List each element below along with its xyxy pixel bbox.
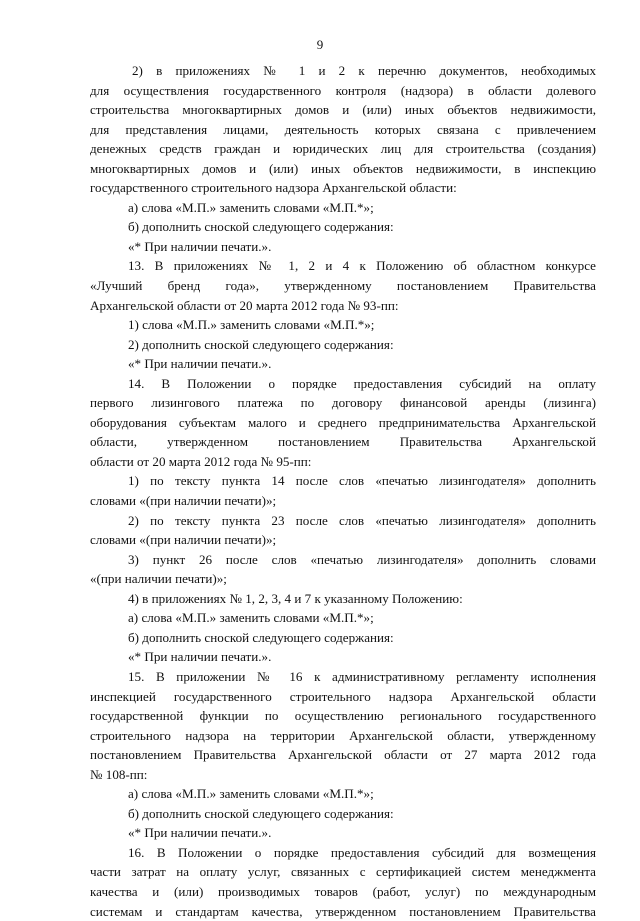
text-line: качества и (или) производимых товаров (работ, услуг) по международным [90, 883, 596, 899]
text-line: б) дополнить сноской следующего содержания: [128, 219, 394, 235]
text-line: 15. В приложении № 16 к административному регламенту исполнения [128, 668, 596, 684]
text-line: области, утвержденном постановлением Правительства Архангельской [90, 434, 596, 450]
text-line: а) слова «М.П.» заменить словами «М.П.*»; [128, 610, 374, 626]
text-line: области от 20 марта 2012 года № 95-пп: [90, 453, 312, 469]
text-line: системам и стандартам качества, утвержденном постановлением Правительства [90, 903, 596, 919]
text-line: 1) слова «М.П.» заменить словами «М.П.*»; [128, 317, 375, 333]
text-line: денежных средств граждан и юридических лиц для строительства (создания) [90, 141, 596, 157]
text-line: «* При наличии печати.». [128, 238, 272, 254]
text-line: 14. В Положении о порядке предоставления субсидий на оплату [128, 375, 596, 391]
text-line: № 108-пп: [90, 766, 148, 782]
text-line: государственного строительного надзора Архангельской области: [90, 180, 457, 196]
text-line: 4) в приложениях № 1, 2, 3, 4 и 7 к указанному Положению: [128, 590, 463, 606]
text-line: словами «(при наличии печати)»; [90, 532, 277, 548]
text-line: части затрат на оплату услуг, связанных с сертификацией систем менеджмента [90, 864, 596, 880]
text-line: 2) дополнить сноской следующего содержания: [128, 336, 394, 352]
text-line: «(при наличии печати)»; [90, 571, 227, 587]
text-line: 3) пункт 26 после слов «печатью лизингодателя» дополнить словами [128, 551, 596, 567]
text-line: 1) по тексту пункта 14 после слов «печатью лизингодателя» дополнить [128, 473, 596, 489]
text-line: для осуществления государственного контроля (надзора) в области долевого [90, 82, 596, 98]
text-line: а) слова «М.П.» заменить словами «М.П.*»; [128, 199, 374, 215]
text-line: «Лучший бренд года», утвержденному постановлением Правительства [90, 278, 596, 294]
text-line: первого лизингового платежа по договору финансовой аренды (лизинга) [90, 395, 596, 411]
text-line: 13. В приложениях № 1, 2 и 4 к Положению об областном конкурсе [128, 258, 596, 274]
text-line: многоквартирных домов и (или) иных объектов недвижимости, в инспекцию [90, 160, 596, 176]
text-line: «* При наличии печати.». [128, 649, 272, 665]
text-line: 16. В Положении о порядке предоставления субсидий для возмещения [128, 844, 596, 860]
text-line: а) слова «М.П.» заменить словами «М.П.*»; [128, 786, 374, 802]
text-line: строительного надзора на территории Архангельской области, утвержденному [90, 727, 596, 743]
text-line: постановлением Правительства Архангельской области от 27 марта 2012 года [90, 747, 596, 763]
text-line: «* При наличии печати.». [128, 356, 272, 372]
text-line: оборудования субъектам малого и среднего предпринимательства Архангельской [90, 414, 596, 430]
text-line: государственной функции по осуществлению регионального государственного [90, 708, 596, 724]
text-line: для представления лицами, деятельность которых связана с привлечением [90, 121, 596, 137]
text-line: 2) в приложениях № 1 и 2 к перечню документов, необходимых [132, 63, 596, 78]
text-line: б) дополнить сноской следующего содержания: [128, 629, 394, 645]
text-line: 2) по тексту пункта 23 после слов «печатью лизингодателя» дополнить [128, 512, 596, 528]
text-line: инспекцией государственного строительного надзора Архангельской области [90, 688, 596, 704]
text-line: «* При наличии печати.». [128, 825, 272, 841]
page-number: 9 [316, 37, 324, 52]
text-line: Архангельской области от 20 марта 2012 года № 93-пп: [90, 297, 399, 313]
text-line: строительства многоквартирных домов и (или) иных объектов недвижимости, [90, 102, 596, 118]
document-body [90, 61, 596, 921]
text-line: б) дополнить сноской следующего содержания: [128, 805, 394, 821]
text-line: словами «(при наличии печати)»; [90, 493, 277, 509]
